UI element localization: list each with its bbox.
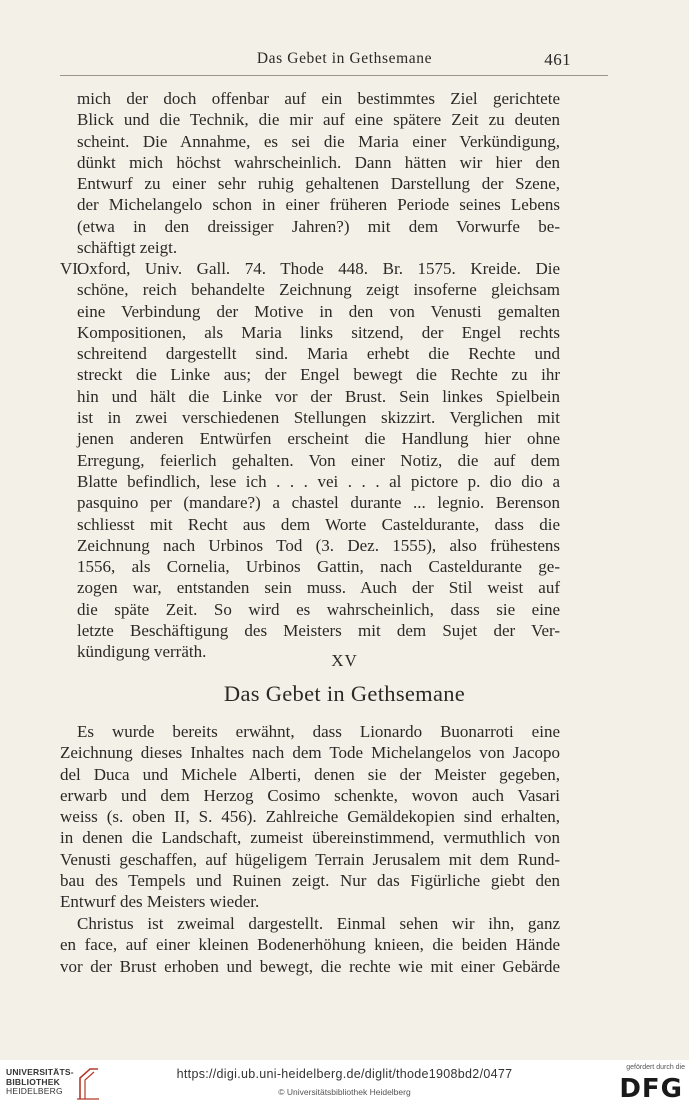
entry-vi-text (77, 258, 560, 663)
running-title: Das Gebet in Gethsemane (256, 50, 433, 67)
text-line: Zeichnung nach Urbinos Tod (3. Dez. 1555), also frühestens (77, 535, 560, 555)
text-line: Venusti geschaffen, auf hügeligem Terrain Jerusalem mit dem Rund- (60, 849, 560, 869)
text-line: vor der Brust erhoben und bewegt, die rechte wie mit einer Gebärde (60, 956, 560, 976)
text-line: Es wurde bereits erwähnt, dass Lionardo Buonarroti eine (77, 722, 560, 741)
text-line: Oxford, Univ. Gall. 74. Thode 448. Br. 1575. Kreide. Die (77, 259, 560, 278)
footer-bar (0, 1060, 689, 1106)
text-line: Blick und die Technik, die mir auf eine spätere Zeit zu deuten (77, 110, 560, 130)
body-paragraph (60, 721, 560, 913)
text-line: 1556, als Cornelia, Urbinos Gattin, nach Casteldurante ge- (77, 557, 560, 577)
text-line: (etwa in den dreissiger Jahren?) mit dem Vorwurfe be- (77, 216, 560, 236)
library-name-line2: BIBLIOTHEK (6, 1076, 60, 1087)
continued-paragraph (77, 88, 560, 258)
dfg-logo[interactable]: DFG (619, 1074, 683, 1104)
library-name-line1: UNIVERSITÄTS- (6, 1067, 74, 1077)
text-line: Christus ist zweimal dargestellt. Einmal sehen wir ihn, ganz (77, 914, 560, 933)
text-line: Entwurf zu einer sehr ruhig gehaltenen Darstellung der Szene, (77, 174, 560, 194)
text-line: Blatte befindlich, lese ich . . . vei . . . al pictore p. dio dio a (77, 471, 560, 491)
text-line: dünkt mich höchst wahrscheinlich. Dann hätten wir hier den (77, 152, 560, 172)
text-line: streckt die Linke aus; der Engel bewegt die Rechte zu ihr (77, 365, 560, 385)
text-line: Erregung, feierlich gehalten. Von einer Notiz, die auf dem (77, 450, 560, 470)
text-line: schliesst mit Recht aus dem Worte Casteldurante, dass die (77, 514, 560, 534)
text-line: bau des Tempels und Ruinen zeigt. Nur das Figürliche giebt den (60, 871, 560, 891)
header-rule (60, 75, 608, 76)
page-number: 461 (544, 50, 571, 69)
text-line: zogen war, entstanden sein muss. Auch der Stil weist auf (77, 578, 560, 598)
section-numeral: XV (331, 651, 358, 670)
text-line: hin und hält die Linke vor der Brust. Sein linkes Spielbein (77, 386, 560, 406)
text-line: erwarb und dem Herzog Cosimo schenkte, wovon auch Vasari (60, 785, 560, 805)
text-line: en face, auf einer kleinen Bodenerhöhung knieen, die beiden Hände (60, 935, 560, 955)
section-title: Das Gebet in Gethsemane (223, 681, 466, 706)
funder-note: gefördert durch die (626, 1064, 685, 1071)
text-line: schäftigt zeigt. (77, 238, 178, 258)
text-line: eine Verbindung der Motive in den von Venusti gemalten (77, 301, 560, 321)
entry-numeral: VI. (60, 259, 83, 278)
text-line: ist in zwei verschiedenen Stellungen skizzirt. Verglichen mit (77, 408, 560, 428)
text-line: jenen anderen Entwürfen erscheint die Handlung hier ohne (77, 429, 560, 449)
body-paragraph (60, 913, 560, 977)
text-line: pasquino per (mandare?) a chastel durante ... legnio. Berenson (77, 493, 560, 513)
text-line: schöne, reich behandelte Zeichnung zeigt insoferne gleichsam (77, 280, 560, 300)
text-line: letzte Beschäftigung des Meisters mit dem Sujet der Ver- (77, 621, 560, 641)
text-line: der Michelangelo schon in einer früheren Periode seines Lebens (77, 195, 560, 215)
library-name-line3: HEIDELBERG (6, 1086, 63, 1096)
text-line: weiss (s. oben II, S. 456). Zahlreiche Gemäldekopien sind erhalten, (60, 807, 560, 827)
text-line: del Duca und Michele Alberti, denen sie der Meister gegeben, (60, 764, 560, 784)
text-line: scheint. Die Annahme, es sei die Maria einer Verkündigung, (77, 131, 560, 151)
text-line: mich der doch offenbar auf ein bestimmtes Ziel gerichtete (77, 89, 560, 108)
copyright-notice: © Universitätsbibliothek Heidelberg (278, 1087, 411, 1097)
text-line: Entwurf des Meisters wieder. (60, 892, 260, 912)
text-line: Zeichnung dieses Inhaltes nach dem Tode Michelangelos von Jacopo (60, 743, 560, 763)
text-line: Kompositionen, als Maria links sitzend, der Engel rechts (77, 322, 560, 342)
text-line: schreitend dargestellt sind. Maria erhebt die Rechte und (77, 344, 560, 364)
text-line: in denen die Landschaft, zumeist übereinstimmend, vermuthlich von (60, 828, 560, 848)
text-line: kündigung verräth. (77, 642, 207, 662)
text-line: die späte Zeit. So wird es wahrscheinlich, dass sie eine (77, 599, 560, 619)
permalink[interactable]: https://digi.ub.uni-heidelberg.de/diglit/thode1908bd2/0477 (176, 1067, 513, 1081)
running-head (0, 50, 689, 74)
